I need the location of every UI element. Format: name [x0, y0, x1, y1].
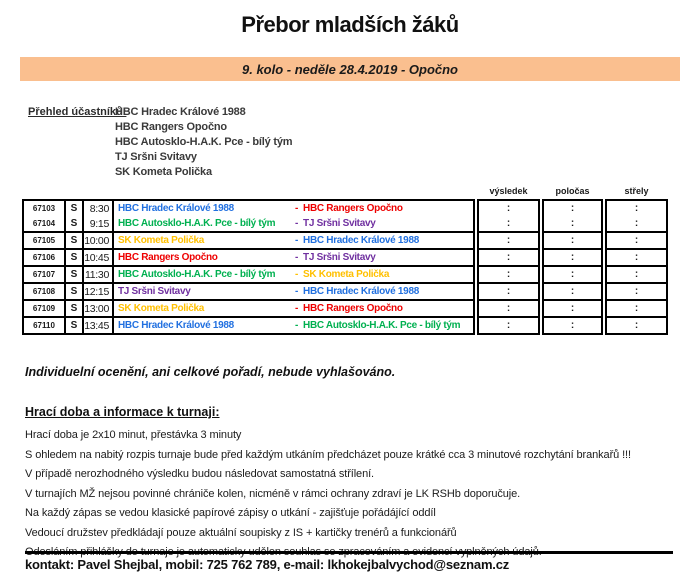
info-line: Hrací doba je 2x10 minut, přestávka 3 minuty — [25, 429, 242, 441]
footer-divider — [25, 551, 673, 554]
match-row — [22, 284, 668, 301]
s-flag: S — [66, 199, 84, 218]
match-row — [22, 216, 668, 233]
info-line: V turnajích MŽ nejsou povinné chrániče kolen, nicméně v rámci ochrany zdraví je LK RSHb doporučuje. — [25, 487, 521, 500]
halftime-cell: : — [542, 199, 603, 218]
round-banner-text: 9. kolo - neděle 28.4.2019 - Opočno — [241, 61, 459, 77]
away-team — [295, 303, 403, 314]
away-team-name: TJ Sršni Svitavy — [303, 252, 376, 263]
info-line: S ohledem na nabitý rozpis turnaje bude před každým utkáním předcházet pouze krátké cca 3 minutové rozchytání brankařů !!! — [25, 448, 631, 461]
home-team: TJ Sršni Svitavy — [118, 286, 191, 297]
match-time: 10:00 — [84, 233, 114, 250]
match-teams — [114, 216, 475, 233]
info-line: Odesláním přihlášky do turnaje je automaticky udělen souhlas se zpracováním a evidencí vyplněných údajů. — [25, 546, 542, 558]
s-flag: S — [66, 318, 84, 335]
no-awards-note: Individuelní ocenění, ani celkové pořadí, nebude vyhlašováno. — [25, 365, 396, 379]
away-dash: - — [295, 303, 299, 314]
match-teams — [114, 267, 475, 284]
away-dash: - — [295, 252, 299, 263]
schedule-table — [22, 199, 668, 335]
column-header-result: výsledek — [489, 186, 528, 196]
match-id: 67106 — [22, 250, 66, 267]
away-team — [295, 252, 376, 263]
away-team — [295, 320, 460, 331]
participant: SK Kometa Polička — [115, 166, 212, 178]
match-row — [22, 267, 668, 284]
away-team-name: HBC Rangers Opočno — [303, 203, 403, 214]
result-cell: : — [477, 284, 540, 301]
match-row — [22, 199, 668, 216]
s-flag: S — [66, 301, 84, 318]
away-team — [295, 235, 419, 246]
halftime-cell: : — [542, 233, 603, 250]
participants-list — [115, 105, 292, 180]
away-team-name: HBC Autosklo-H.A.K. Pce - bílý tým — [303, 320, 461, 331]
away-team-name: TJ Sršni Svitavy — [303, 218, 376, 229]
match-time: 8:30 — [84, 199, 114, 218]
shots-cell: : — [605, 199, 668, 218]
match-time: 10:45 — [84, 250, 114, 267]
result-cell: : — [477, 250, 540, 267]
match-row — [22, 250, 668, 267]
home-team: HBC Autosklo-H.A.K. Pce - bílý tým — [118, 218, 276, 229]
contact-footer: kontakt: Pavel Shejbal, mobil: 725 762 789, e-mail: lkhokejbalvychod@seznam.cz — [25, 557, 510, 572]
match-time: 13:45 — [84, 318, 114, 335]
match-time: 11:30 — [84, 267, 114, 284]
match-id: 67108 — [22, 284, 66, 301]
match-id: 67104 — [22, 216, 66, 233]
match-id: 67103 — [22, 199, 66, 218]
result-cell: : — [477, 233, 540, 250]
away-dash: - — [295, 203, 299, 214]
away-team — [295, 269, 389, 280]
match-time: 12:15 — [84, 284, 114, 301]
info-section — [25, 426, 685, 563]
home-team: HBC Hradec Králové 1988 — [118, 320, 234, 331]
home-team: HBC Hradec Králové 1988 — [118, 203, 234, 214]
shots-cell: : — [605, 267, 668, 284]
away-team-name: HBC Rangers Opočno — [303, 303, 403, 314]
match-teams — [114, 250, 475, 267]
match-id: 67110 — [22, 318, 66, 335]
match-teams — [114, 301, 475, 318]
round-banner — [20, 57, 680, 81]
away-team — [295, 286, 419, 297]
halftime-cell: : — [542, 318, 603, 335]
away-team-name: SK Kometa Polička — [303, 269, 390, 280]
result-cell: : — [477, 199, 540, 218]
participant: TJ Sršni Svitavy — [115, 151, 197, 163]
s-flag: S — [66, 233, 84, 250]
shots-cell: : — [605, 301, 668, 318]
shots-cell: : — [605, 318, 668, 335]
match-teams — [114, 318, 475, 335]
match-teams — [114, 284, 475, 301]
result-cell: : — [477, 301, 540, 318]
away-dash: - — [295, 320, 299, 331]
result-cell: : — [477, 216, 540, 233]
s-flag: S — [66, 216, 84, 233]
away-team — [295, 218, 376, 229]
match-row — [22, 318, 668, 335]
match-time: 9:15 — [84, 216, 114, 233]
info-line: Vedoucí družstev předkládají pouze aktuální soupisky z IS + kartičky trenérů a funkcionářů — [25, 526, 457, 539]
match-teams — [114, 233, 475, 250]
participant: HBC Autosklo-H.A.K. Pce - bílý tým — [115, 136, 293, 148]
info-line: Na každý zápas se vedou klasické papírové zápisy o utkání - zajišťuje pořádájící oddíl — [25, 507, 436, 519]
away-dash: - — [295, 218, 299, 229]
match-time: 13:00 — [84, 301, 114, 318]
page-title: Přebor mladších žáků — [241, 12, 459, 37]
away-dash: - — [295, 269, 299, 280]
halftime-cell: : — [542, 216, 603, 233]
halftime-cell: : — [542, 267, 603, 284]
s-flag: S — [66, 267, 84, 284]
shots-cell: : — [605, 233, 668, 250]
away-dash: - — [295, 235, 299, 246]
participant: HBC Rangers Opočno — [115, 121, 227, 133]
column-header-halftime: poločas — [555, 186, 590, 196]
s-flag: S — [66, 250, 84, 267]
shots-cell: : — [605, 284, 668, 301]
halftime-cell: : — [542, 301, 603, 318]
halftime-cell: : — [542, 250, 603, 267]
match-id: 67107 — [22, 267, 66, 284]
home-team: SK Kometa Polička — [118, 235, 205, 246]
match-id: 67105 — [22, 233, 66, 250]
participants-label: Přehled účastníků: — [28, 106, 127, 118]
home-team: SK Kometa Polička — [118, 303, 205, 314]
info-section-heading: Hrací doba a informace k turnaji: — [25, 405, 220, 419]
shots-cell: : — [605, 216, 668, 233]
result-cell: : — [477, 267, 540, 284]
halftime-cell: : — [542, 284, 603, 301]
match-row — [22, 301, 668, 318]
result-cell: : — [477, 318, 540, 335]
participant: HBC Hradec Králové 1988 — [115, 106, 246, 118]
match-row — [22, 233, 668, 250]
home-team: HBC Rangers Opočno — [118, 252, 218, 263]
match-id: 67109 — [22, 301, 66, 318]
column-header-shots: střely — [624, 186, 649, 196]
home-team: HBC Autosklo-H.A.K. Pce - bílý tým — [118, 269, 276, 280]
s-flag: S — [66, 284, 84, 301]
info-line: V případě nerozhodného výsledku budou následovat samostatná střílení. — [25, 468, 375, 480]
away-dash: - — [295, 286, 299, 297]
away-team-name: HBC Hradec Králové 1988 — [303, 235, 419, 246]
shots-cell: : — [605, 250, 668, 267]
away-team — [295, 203, 403, 214]
away-team-name: HBC Hradec Králové 1988 — [303, 286, 419, 297]
